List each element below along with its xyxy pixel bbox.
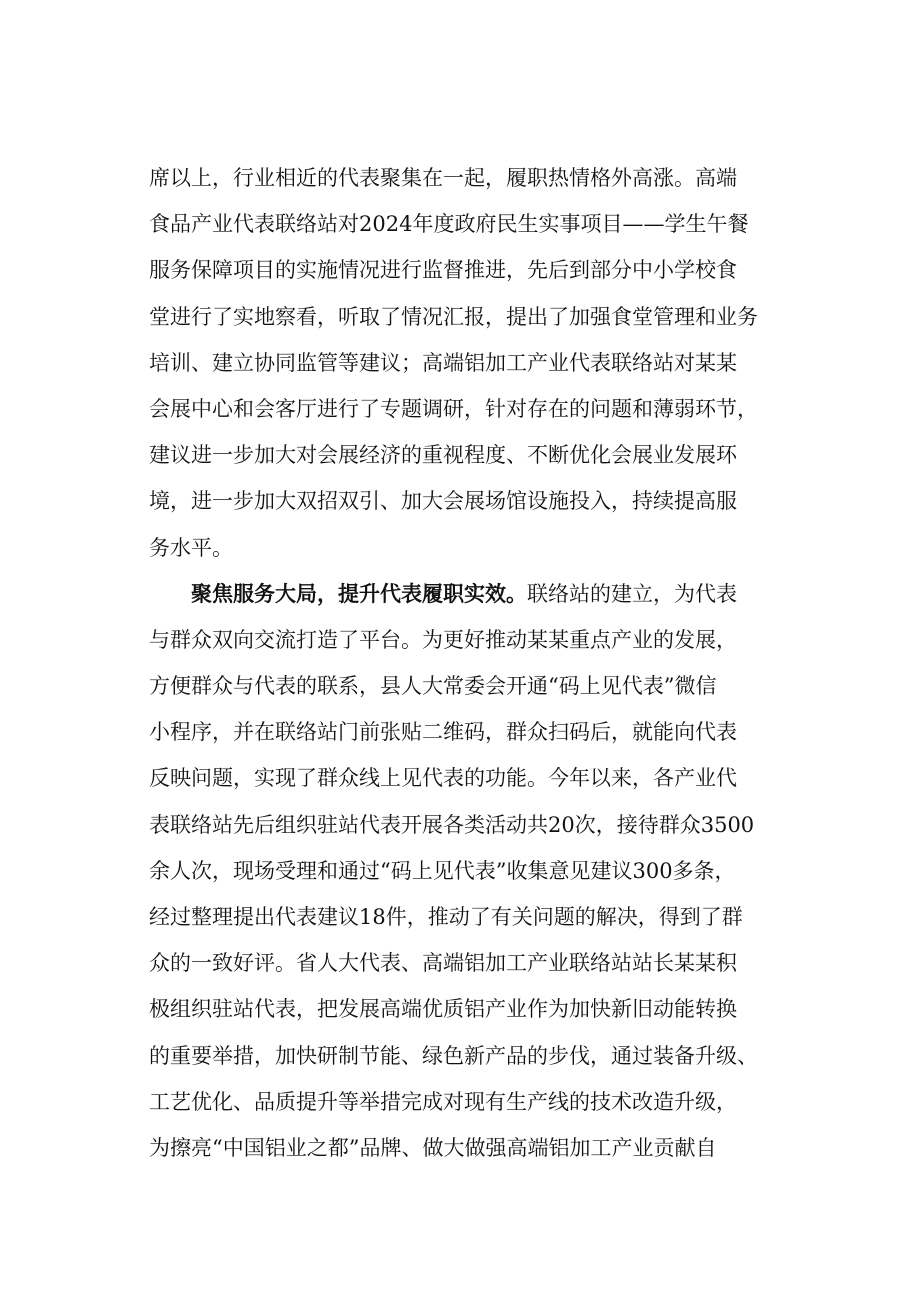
- document-body: [149, 155, 809, 1171]
- paragraph-first-line-text: 联络站的建立，为代表: [527, 581, 737, 606]
- paragraph-heading: 聚焦服务大局，提升代表履职实效。: [191, 581, 527, 606]
- text-line: 工艺优化、品质提升等举措完成对现有生产线的技术改造升级，: [149, 1089, 737, 1114]
- text-line: 服务保障项目的实施情况进行监督推进，先后到部分中小学校食: [149, 258, 737, 283]
- text-line: 经过整理提出代表建议18件，推动了有关问题的解决，得到了群: [149, 905, 743, 929]
- text-line: 食品产业代表联络站对2024年度政府民生实事项目——学生午餐: [149, 212, 749, 237]
- text-line: 的重要举措，加快研制节能、绿色新产品的步伐，通过装备升级、: [149, 1043, 758, 1068]
- text-line: 建议进一步加大对会展经济的重视程度、不断优化会展业发展环: [149, 443, 737, 468]
- text-line: 反映问题，实现了群众线上见代表的功能。今年以来，各产业代: [149, 766, 737, 791]
- text-line: 与群众双向交流打造了平台。为更好推动某某重点产业的发展，: [149, 627, 737, 652]
- text-line: 极组织驻站代表，把发展高端优质铝产业作为加快新旧动能转换: [149, 997, 737, 1022]
- text-line: 表联络站先后组织驻站代表开展各类活动共20次，接待群众3500: [149, 812, 755, 837]
- text-line: 务水平。: [149, 535, 233, 560]
- text-line: 余人次，现场受理和通过“码上见代表”收集意见建议300多条，: [149, 858, 736, 883]
- text-line: 为擦亮“中国铝业之都”品牌、做大做强高端铝加工产业贡献自: [149, 1135, 717, 1160]
- text-line: 众的一致好评。省人大代表、高端铝加工产业联络站站长某某积: [149, 951, 737, 976]
- text-line: 堂进行了实地察看，听取了情况汇报，提出了加强食堂管理和业务: [149, 304, 758, 329]
- text-line: 小程序，并在联络站门前张贴二维码，群众扫码后，就能向代表: [149, 720, 737, 745]
- text-line: 方便群众与代表的联系，县人大常委会开通“码上见代表”微信: [149, 674, 717, 699]
- text-line: 席以上，行业相近的代表聚集在一起，履职热情格外高涨。高端: [149, 166, 737, 190]
- text-line: 会展中心和会客厅进行了专题调研，针对存在的问题和薄弱环节，: [149, 396, 758, 421]
- paragraph-first-line: [149, 571, 809, 617]
- text-line: 境，进一步加大双招双引、加大会展场馆设施投入，持续提高服: [149, 489, 737, 514]
- text-line: 培训、建立协同监管等建议；高端铝加工产业代表联络站对某某: [149, 350, 737, 375]
